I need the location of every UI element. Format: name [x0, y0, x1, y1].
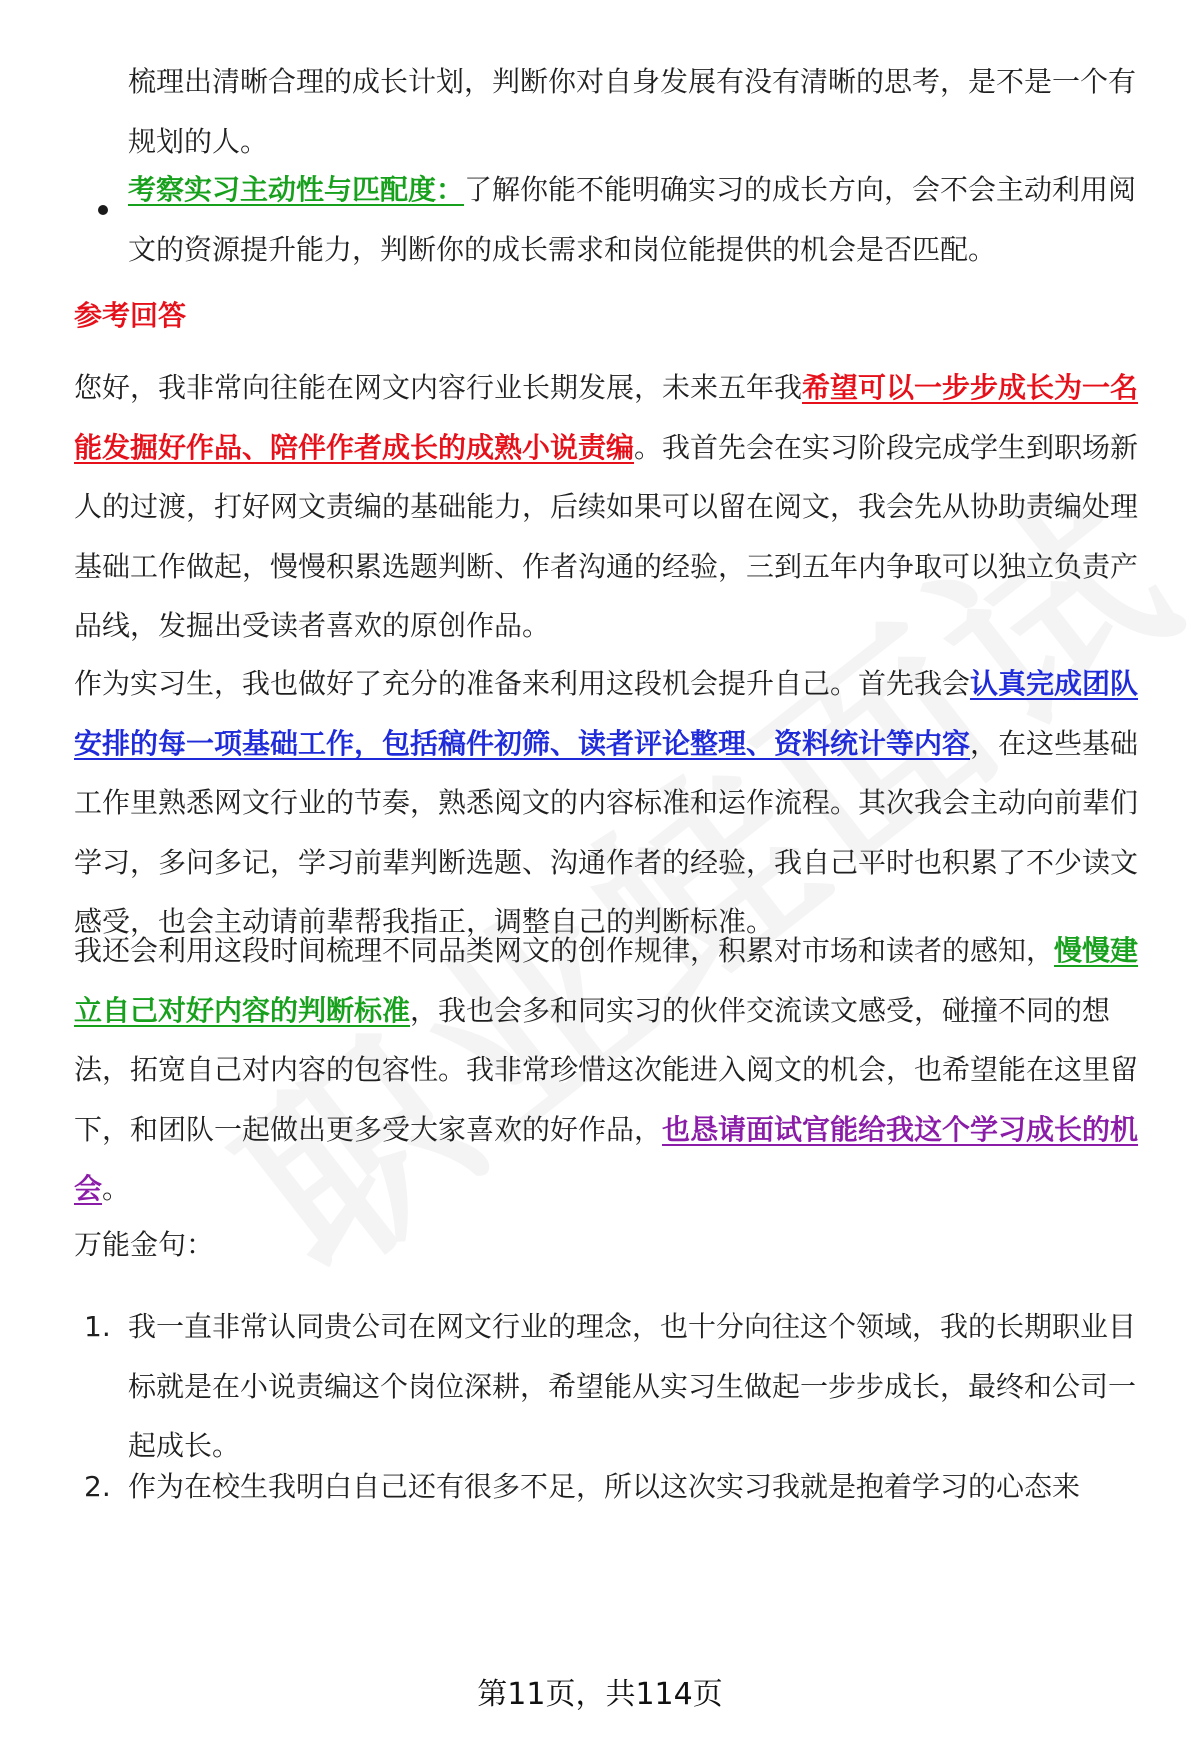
continuation-text: 梳理出清晰合理的成长计划，判断你对自身发展有没有清晰的思考，是不是一个有规划的人。: [128, 65, 1137, 158]
answer-p3-highlight-green: 慢慢建立自己对好内容的判断标准: [74, 934, 1139, 1027]
list-item: 作为在校生我明白自己还有很多不足，所以这次实习我就是抱着学习的心态来: [128, 1470, 1081, 1503]
page-number: 第11页，共114页: [477, 1677, 723, 1712]
answer-p3-text-mid: ，我也会多和同实习的伙伴交流读文感受，碰撞不同的想法，拓宽自己对内容的包容性。我非常珍惜这次能进入阅文的机会，也希望能在这里留下，和团队一起做出更多受大家喜欢的好作品，: [74, 993, 1139, 1146]
answer-p2-text-end: ，在这些基础工作里熟悉网文行业的节奏，熟悉阅文的内容标准和运作流程。其次我会主动向前辈们学习，多问多记，学习前辈判断选题、沟通作者的经验，我自己平时也积累了不少读文感受，也会主动请前辈帮我指正，调整自己的判断标准。: [74, 726, 1139, 938]
list-item: 我一直非常认同贵公司在网文行业的理念，也十分向往这个领域，我的长期职业目标就是在小说责编这个岗位深耕，希望能从实习生做起一步步成长，最终和公司一起成长。: [128, 1310, 1137, 1462]
answer-paragraph-3: [74, 921, 1146, 1219]
bullet-text: 了解你能不能明确实习的成长方向，会不会主动利用阅文的资源提升能力，判断你的成长需求和岗位能提供的机会是否匹配。: [128, 173, 1137, 266]
answer-p1-text: 您好，我非常向往能在网文内容行业长期发展，未来五年我: [74, 371, 803, 404]
answer-p3-highlight-purple: 也恳请面试官能给我这个学习成长的机会: [74, 1112, 1139, 1205]
list-item-number: 2.: [84, 1470, 111, 1503]
answer-p3-text-end: 。: [102, 1172, 131, 1205]
answer-p2-text: 作为实习生，我也做好了充分的准备来利用这段机会提升自己。首先我会: [74, 667, 971, 700]
bullet-label: 考察实习主动性与匹配度：: [128, 173, 465, 206]
list-item-number: 1.: [84, 1310, 111, 1343]
golden-heading: 万能金句：: [74, 1228, 215, 1261]
answer-p1-text-end: 。我首先会在实习阶段完成学生到职场新人的过渡，打好网文责编的基础能力，后续如果可以留在阅文，我会先从协助责编处理基础工作做起，慢慢积累选题判断、作者沟通的经验，三到五年内争取可以独立负责产品线，发掘出受读者喜欢的原创作品。: [74, 430, 1139, 642]
answer-paragraph-2: [74, 654, 1146, 952]
answer-p2-highlight: 认真完成团队安排的每一项基础工作，包括稿件初筛、读者评论整理、资料统计等内容: [74, 667, 1139, 760]
answer-p3-text: 我还会利用这段时间梳理不同品类网文的创作规律，积累对市场和读者的感知，: [74, 934, 1055, 967]
answer-paragraph-1: [74, 358, 1146, 656]
answer-p1-highlight: 希望可以一步步成长为一名能发掘好作品、陪伴作者成长的成熟小说责编: [74, 371, 1139, 464]
bullet-item: [128, 160, 1148, 279]
bullet-dot-icon: [98, 205, 108, 215]
reference-heading: 参考回答: [74, 299, 187, 332]
